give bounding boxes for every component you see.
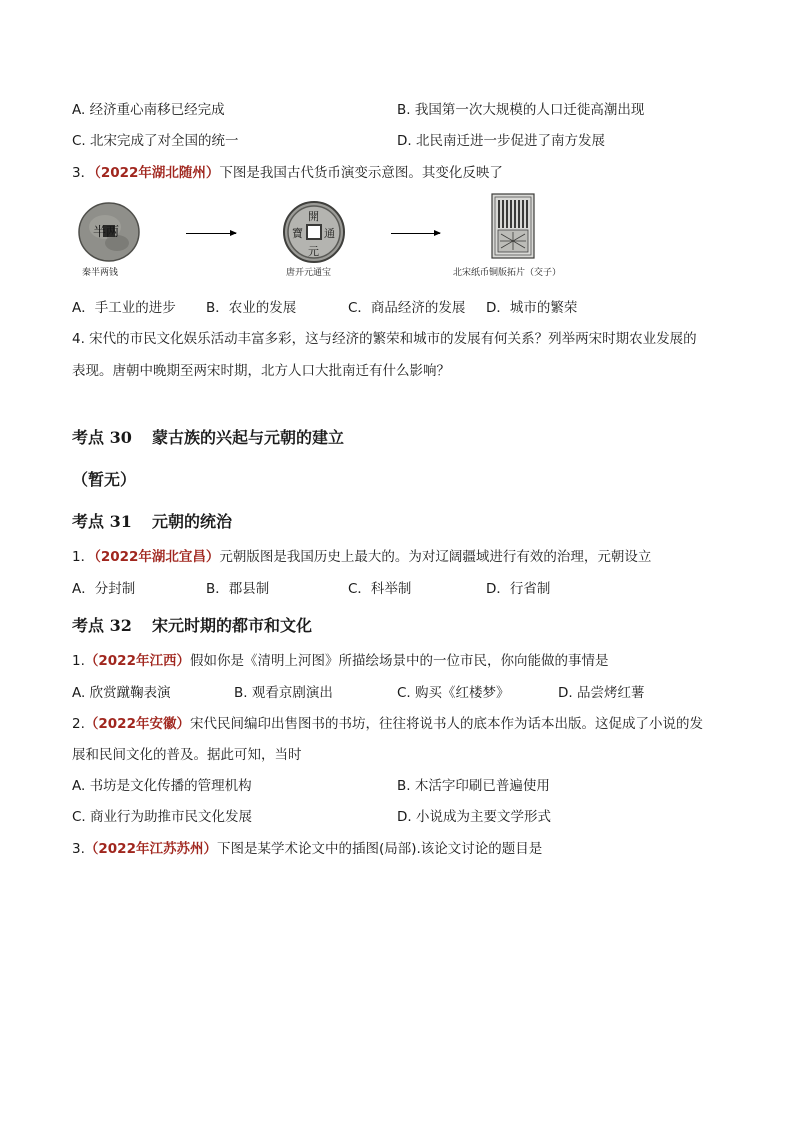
kd32-q1-option-b: B. 观看京剧演出 xyxy=(234,685,333,701)
kd32-q1-option-a: A. 欣赏蹴鞠表演 xyxy=(72,685,171,701)
coin2-char-left: 寶 xyxy=(292,227,303,240)
section-number: 考点 32 xyxy=(72,616,132,635)
question-number: 3. xyxy=(72,841,85,857)
option-c: C. 北宋完成了对全国的统一 xyxy=(72,133,239,149)
q3-option-d: D．城市的繁荣 xyxy=(486,300,578,316)
section-number: 考点 31 xyxy=(72,512,132,531)
coin1-char-left: 半两 xyxy=(93,225,120,240)
question-stem: 宋代民间编印出售图书的书坊，往往将说书人的底本作为话本出版。这促成了小说的发 xyxy=(189,716,703,732)
kd32-q2-option-a: A. 书坊是文化传播的管理机构 xyxy=(72,778,252,794)
arrow-icon xyxy=(391,233,440,234)
question-stem: 假如你是《清明上河图》所描绘场景中的一位市民，你向能做的事情是 xyxy=(189,653,609,669)
question-source: （2022年湖北宜昌） xyxy=(94,549,220,565)
coin2-char-bottom: 元 xyxy=(308,245,319,258)
kd31-option-b: B．郡县制 xyxy=(206,581,270,597)
kd31-option-c: C．科举制 xyxy=(348,581,412,597)
section-heading-32 xyxy=(72,616,312,636)
arrow-icon xyxy=(186,233,236,234)
q3-option-b: B．农业的发展 xyxy=(206,300,297,316)
kd32-q1-option-d: D. 品尝烤红薯 xyxy=(558,685,645,701)
section-title: 元朝的统治 xyxy=(152,512,233,531)
kd32-question-2-line1 xyxy=(72,715,703,733)
question-stem: 下图是某学术论文中的插图(局部).该论文讨论的题目是 xyxy=(216,841,543,857)
question-number: 2. xyxy=(72,716,85,732)
section-heading-31 xyxy=(72,512,232,532)
caption-tang: 唐开元通宝 xyxy=(286,268,332,278)
section-title: 蒙古族的兴起与元朝的建立 xyxy=(152,428,345,447)
section-number: 考点 30 xyxy=(72,428,132,447)
section-note: （暂无） xyxy=(72,470,137,489)
kd32-question-2-line2: 展和民间文化的普及。据此可知，当时 xyxy=(72,747,302,763)
section-title: 宋元时期的都市和文化 xyxy=(152,616,313,635)
caption-song: 北宋纸币铜版拓片（交子） xyxy=(453,268,562,278)
kd31-option-a: A．分封制 xyxy=(72,581,136,597)
question-3 xyxy=(72,164,503,182)
q3-option-c: C．商品经济的发展 xyxy=(348,300,466,316)
kd32-q2-option-b: B. 木活字印刷已普遍使用 xyxy=(397,778,550,794)
option-b: B. 我国第一次大规模的人口迁徙高潮出现 xyxy=(397,102,645,118)
qin-banliang-coin-image xyxy=(77,201,141,263)
coin2-char-top: 開 xyxy=(308,210,319,223)
jiaozi-banknote-rubbing-image xyxy=(491,193,535,259)
question-source: （2022年江西） xyxy=(84,653,190,669)
question-stem: 下图是我国古代货币演变示意图。其变化反映了 xyxy=(219,165,503,181)
question-number: 1. xyxy=(72,653,85,669)
question-stem: 元朝版图是我国历史上最大的。为对辽阔疆域进行有效的治理，元朝设立 xyxy=(219,549,652,565)
q3-option-a: A．手工业的进步 xyxy=(72,300,176,316)
kd32-q2-option-d: D. 小说成为主要文学形式 xyxy=(397,809,551,825)
question-source: （2022年湖北随州） xyxy=(94,165,220,181)
option-a: A. 经济重心南移已经完成 xyxy=(72,102,225,118)
question-4-line1: 4. 宋代的市民文化娱乐活动丰富多彩，这与经济的繁荣和城市的发展有何关系？列举两宋时期农业发展的 xyxy=(72,331,697,347)
question-source: （2022年江苏苏州） xyxy=(84,841,217,857)
question-number: 1． xyxy=(72,549,95,565)
kd32-question-1 xyxy=(72,652,608,670)
caption-qin: 秦半两钱 xyxy=(82,268,119,278)
question-source: （2022年安徽） xyxy=(84,716,190,732)
tang-kaiyuan-coin-image xyxy=(282,200,346,264)
section-heading-30 xyxy=(72,428,344,448)
coin2-char-right: 通 xyxy=(324,227,335,240)
kd31-option-d: D．行省制 xyxy=(486,581,551,597)
kd32-q1-option-c: C. 购买《红楼梦》 xyxy=(397,685,510,701)
question-4-line2: 表现。唐朝中晚期至两宋时期，北方人口大批南迁有什么影响？ xyxy=(72,363,450,379)
question-number: 3． xyxy=(72,165,95,181)
kd32-q2-option-c: C. 商业行为助推市民文化发展 xyxy=(72,809,253,825)
option-d: D. 北民南迁进一步促进了南方发展 xyxy=(397,133,605,149)
kd32-question-3 xyxy=(72,840,542,858)
kd31-question-1 xyxy=(72,548,651,566)
